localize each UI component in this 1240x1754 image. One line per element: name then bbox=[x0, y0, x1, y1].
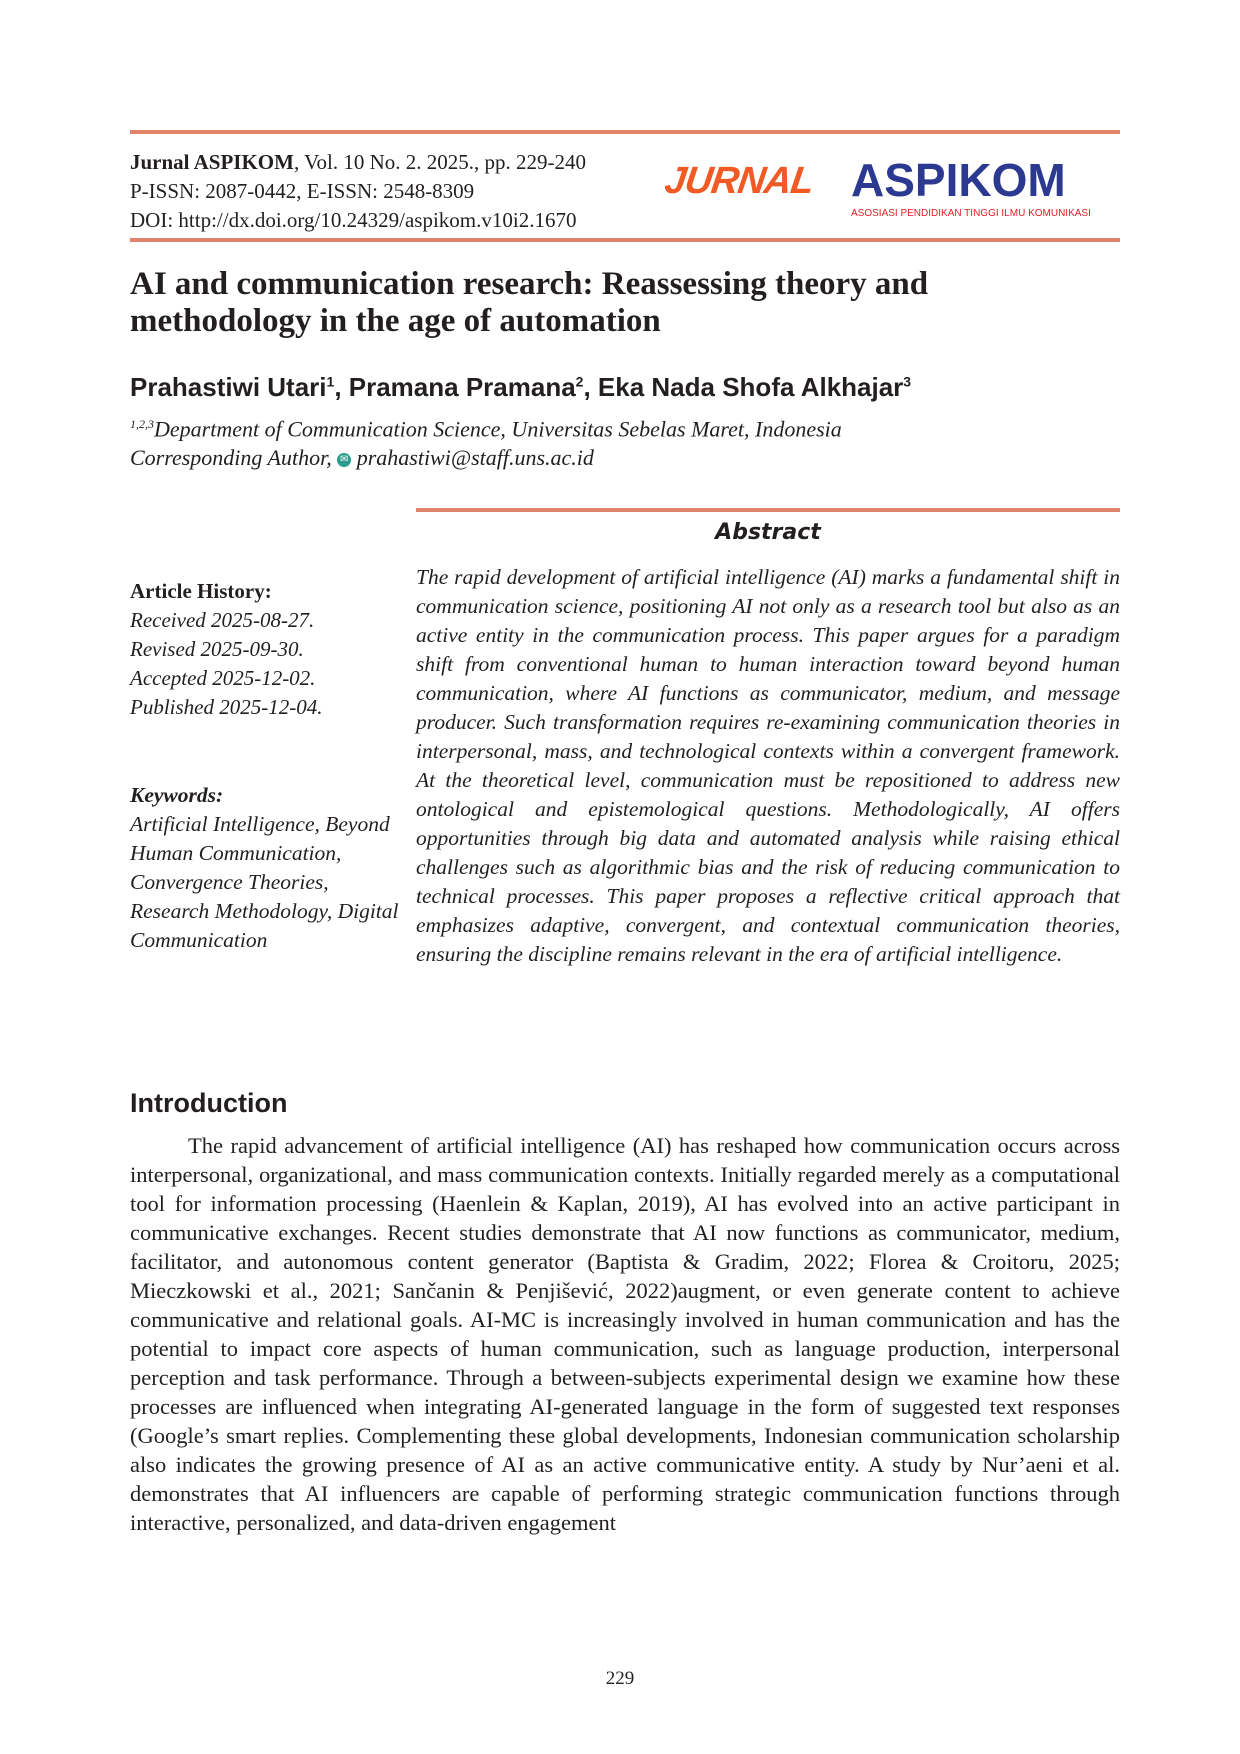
logo-word-jurnal: JURNAL bbox=[662, 160, 817, 202]
published-date: Published 2025-12-04. bbox=[130, 695, 323, 719]
introduction-heading: Introduction bbox=[130, 1088, 288, 1118]
affiliation bbox=[130, 410, 842, 472]
journal-logo bbox=[662, 154, 1121, 222]
keywords bbox=[130, 781, 400, 955]
logo-subtitle: ASOSIASI PENDIDIKAN TINGGI ILMU KOMUNIKASI bbox=[851, 208, 1091, 219]
author: Eka Nada Shofa Alkhajar bbox=[597, 372, 904, 402]
received-date: Received 2025-08-27. bbox=[130, 608, 315, 632]
author: Pramana Pramana bbox=[348, 372, 576, 402]
affiliation-text: Department of Communication Science, Universitas Sebelas Maret, Indonesia bbox=[154, 416, 842, 442]
abstract-rule bbox=[416, 508, 1120, 512]
affiliation-sup: 1,2,3 bbox=[130, 417, 154, 431]
email-icon: ✉ bbox=[337, 453, 351, 467]
revised-date: Revised 2025-09-30. bbox=[130, 637, 304, 661]
page-number: 229 bbox=[605, 1668, 635, 1689]
top-rule bbox=[130, 130, 1120, 134]
journal-name: Jurnal ASPIKOM bbox=[130, 150, 294, 174]
author-list: Prahastiwi Utari$^1$, Pramana Pramana$^2$, Eka Nada Shofa Alkhajar$^3$ bbox=[130, 372, 912, 402]
citation: , Vol. 10 No. 2. 2025., pp. 229-240 bbox=[293, 150, 587, 174]
author-sup: 2 bbox=[575, 373, 584, 390]
abstract-text: The rapid development of artificial intelligence (AI) marks a fundamental shift in communication science, positioning AI not only as a research tool but also as an active entity in the communication process. This paper argues for a paradigm shift from conventional human to human interaction toward beyond human communication, where AI functions as communicator, medium, and message producer. Such transformation requires re-examining communication theories in interpersonal, mass, and technological contexts within a convergent framework. At the theoretical level, communication must be repositioned to address new ontological and epistemological questions. Methodologically, AI offers opportunities through big data and automated analysis while raising ethical challenges such as algorithmic bias and the risk of reducing communication to technical processes. This paper proposes a reflective critical approach that emphasizes adaptive, convergent, and contextual communication theories, ensuring the discipline remains relevant in the era of artificial intelligence. bbox=[416, 565, 1120, 966]
author: Prahastiwi Utari bbox=[130, 372, 327, 402]
doi-link[interactable]: DOI: http://dx.doi.org/10.24329/aspikom.v10i2.1670 bbox=[130, 208, 577, 232]
issn: P-ISSN: 2087-0442, E-ISSN: 2548-8309 bbox=[130, 179, 475, 203]
logo-word-aspikom: ASPIKOM bbox=[851, 154, 1066, 206]
history-heading: Article History: bbox=[130, 579, 272, 603]
paper-title: AI and communication research: Reassessing theory and methodology in the age of automation bbox=[130, 266, 929, 339]
introduction-text: The rapid advancement of artificial intelligence (AI) has reshaped how communication occurs across interpersonal, organizational, and mass communication contexts. Initially regarded merely as a computational tool for information processing (Haenlein & Kaplan, 2019), AI has evolved into an active participant in communicative exchanges. Recent studies demonstrate that AI now functions as communicator, medium, facilitator, and autonomous content generator (Baptista & Gradim, 2022; Florea & Croitoru, 2025; Mieczkowski et al., 2021; Sančanin & Penjišević, 2022)augment, or even generate content to achieve communicative and relational goals. AI-MC is increasingly involved in human communication and has the potential to impact core aspects of human communication, such as language production, interpersonal perception and task performance. Through a between-subjects experimental design we examine how these processes are influenced when integrating AI-generated language in the form of suggested text responses (Google’s smart replies. Complementing these global developments, Indonesian communication scholarship also indicates the growing presence of AI as an active communicative entity. A study by Nur’aeni et al. demonstrates that AI influencers are capable of performing strategic communication functions through interactive, personalized, and data-driven engagement bbox=[130, 1133, 1120, 1535]
keywords-text: Artificial Intelligence, Beyond Human Communication, Convergence Theories, Research Methodology, Digital Communication bbox=[130, 812, 399, 952]
author-email[interactable]: prahastiwi@staff.uns.ac.id bbox=[356, 445, 594, 471]
corresponding-label: Corresponding Author, bbox=[130, 445, 338, 471]
author-sup: 3 bbox=[903, 373, 912, 390]
article-history bbox=[130, 577, 322, 722]
author-sup: 1 bbox=[326, 373, 335, 390]
header-rule bbox=[130, 238, 1120, 242]
keywords-heading: Keywords: bbox=[130, 783, 224, 807]
abstract-heading: Abstract bbox=[715, 520, 821, 545]
accepted-date: Accepted 2025-12-02. bbox=[130, 666, 316, 690]
journal-header bbox=[130, 148, 586, 235]
